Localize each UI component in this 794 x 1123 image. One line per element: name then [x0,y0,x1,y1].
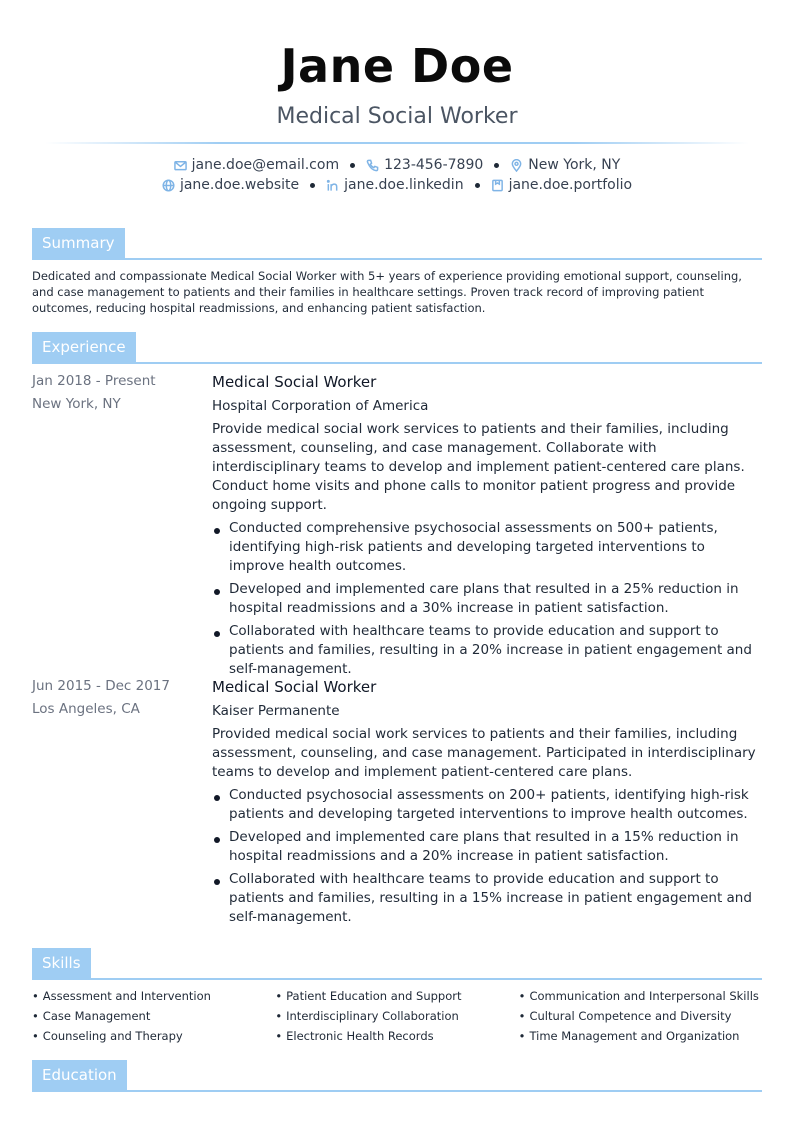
job-details [212,675,762,931]
job-company: Kaiser Permanente [212,703,340,719]
candidate-name: Jane Doe [280,39,514,93]
skill-item: • Cultural Competence and Diversity [519,1006,762,1026]
job-details [212,370,762,683]
summary-heading: Summary [32,228,125,258]
contact-email[interactable] [174,156,339,176]
experience-section-header [32,332,762,364]
skills-column [32,986,275,1046]
contact-row-2 [0,176,794,196]
achievement-item: Collaborated with healthcare teams to provide education and support to patients and families, resulting in a 20% increase in patient engagement and self-management. [212,622,762,679]
skill-item: • Case Management [32,1006,275,1026]
summary-section-header [32,228,762,260]
job-title: Medical Social Worker [212,678,377,696]
website-text: jane.doe.website [179,176,300,193]
contact-location [510,156,620,176]
separator-dot [310,183,315,188]
education-section-header [32,1060,762,1092]
skill-item: • Assessment and Intervention [32,986,275,1006]
contact-info [0,156,794,195]
portfolio-icon [491,179,504,192]
email-text: jane.doe@email.com [191,157,340,173]
job-location: Los Angeles, CA [32,701,140,717]
achievement-item: Developed and implemented care plans that resulted in a 15% reduction in hospital readmissions and a 20% increase in patient satisfaction. [212,828,762,866]
phone-text: 123-456-7890 [384,157,484,173]
skill-item: • Communication and Interpersonal Skills [519,986,762,1006]
achievement-item: Conducted comprehensive psychosocial assessments on 500+ patients, identifying high-risk patients and developing targeted interventions to improve health outcomes. [212,519,762,576]
contact-portfolio[interactable] [491,176,632,196]
job-description: Provided medical social work services to patients and their families, including assessment, counseling, and case management. Participated in interdisciplinary teams to develop and implement patient-centered care plans. [212,726,756,780]
achievement-item: Collaborated with healthcare teams to provide education and support to patients and families, resulting in a 15% increase in patient engagement and self-management. [212,870,762,927]
candidate-title: Medical Social Worker [276,104,518,129]
skills-column [519,986,762,1046]
job-achievements [212,519,762,679]
job-location: New York, NY [32,396,121,412]
separator-dot [494,163,499,168]
skills-column [275,986,518,1046]
linkedin-text: jane.doe.linkedin [344,176,464,193]
job-dates: Jun 2015 - Dec 2017 [32,678,170,694]
summary-text: Dedicated and compassionate Medical Social Worker with 5+ years of experience providing emotional support, counseling, and case management to patients and their families in healthcare settings. Proven track record of improving patient outcomes, reducing hospital readmissions, and enhancing patient satisfaction. [32,269,742,315]
resume-header [0,0,794,195]
separator-dot [475,183,480,188]
skills-list [32,986,762,1046]
job-company: Hospital Corporation of America [212,398,429,414]
achievement-item: Conducted psychosocial assessments on 200+ patients, identifying high-risk patients and developing targeted interventions to improve health outcomes. [212,786,762,824]
portfolio-text: jane.doe.portfolio [508,176,633,193]
job-title: Medical Social Worker [212,373,377,391]
job-meta [32,675,202,721]
job-achievements [212,786,762,927]
contact-website[interactable] [162,176,299,196]
location-text: New York, NY [528,157,621,173]
job-dates: Jan 2018 - Present [32,373,156,389]
skills-section-header [32,948,762,980]
email-icon [174,159,187,172]
contact-phone[interactable] [366,156,483,176]
skill-item: • Patient Education and Support [275,986,518,1006]
education-heading: Education [32,1060,127,1090]
contact-linkedin[interactable] [326,176,463,196]
experience-heading: Experience [32,332,136,362]
skill-item: • Time Management and Organization [519,1026,762,1046]
job-meta [32,370,202,416]
phone-icon [366,159,379,172]
skill-item: • Counseling and Therapy [32,1026,275,1046]
skills-heading: Skills [32,948,91,978]
globe-icon [162,179,175,192]
skill-item: • Electronic Health Records [275,1026,518,1046]
separator-dot [350,163,355,168]
contact-row-1 [0,156,794,176]
achievement-item: Developed and implemented care plans that resulted in a 25% reduction in hospital readmissions and a 30% increase in patient satisfaction. [212,580,762,618]
header-divider [45,142,749,144]
location-pin-icon [510,159,523,172]
linkedin-icon [326,179,339,192]
skill-item: • Interdisciplinary Collaboration [275,1006,518,1026]
job-description: Provide medical social work services to patients and their families, including assessment, counseling, and case management. Collaborate with interdisciplinary teams to develop and implement patient-centered care plans. Conduct home visits and phone calls to monitor patient progress and provide ongoing support. [212,421,745,513]
